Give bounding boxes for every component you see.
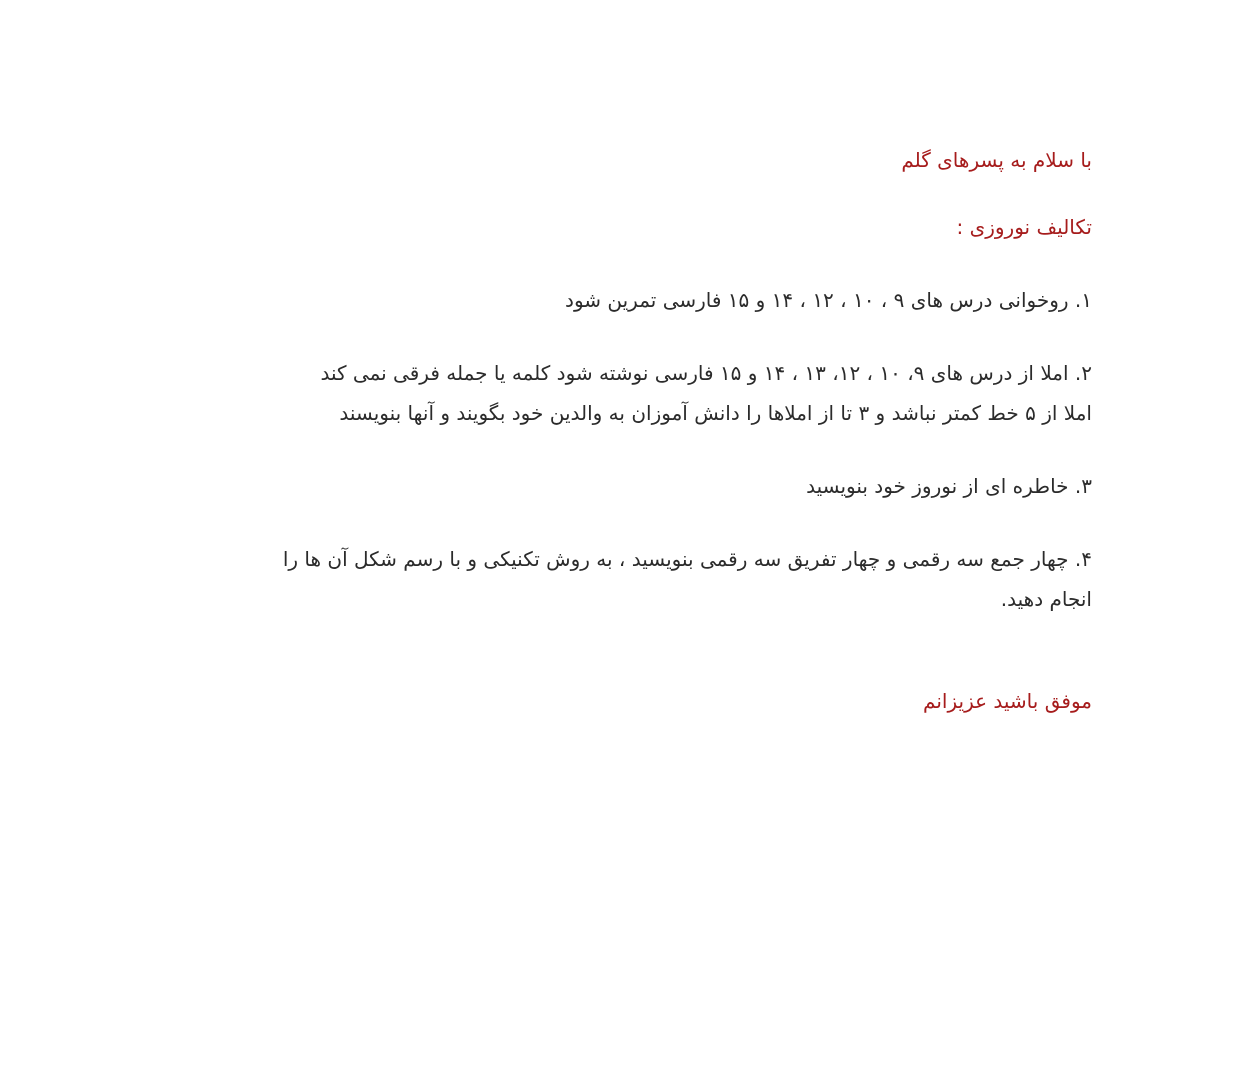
assignment-line: ۲. املا از درس های ۹، ۱۰ ، ۱۲، ۱۳ ، ۱۴ و ۱۵ فارسی نوشته شود کلمه یا جمله فرقی نمی کند	[320, 361, 1092, 385]
assignments-heading: تکالیف نوروزی :	[956, 215, 1092, 239]
greeting-text: با سلام به پسرهای گلم	[901, 148, 1092, 172]
assignment-item-3	[147, 466, 1092, 506]
closing-text: موفق باشید عزیزانم	[923, 689, 1092, 713]
assignment-item-4	[147, 539, 1092, 619]
assignment-item-1	[147, 280, 1092, 320]
assignment-line: ۳. خاطره ای از نوروز خود بنویسید	[806, 474, 1092, 498]
assignment-line: ۴. چهار جمع سه رقمی و چهار تفریق سه رقمی بنویسید ، به روش تکنیکی و با رسم شکل آن ها را	[282, 547, 1092, 571]
assignment-line: ۱. روخوانی درس های ۹ ، ۱۰ ، ۱۲ ، ۱۴ و ۱۵ فارسی تمرین شود	[565, 288, 1092, 312]
assignment-line: املا از ۵ خط کمتر نباشد و ۳ تا از املاها را دانش آموزان به والدین خود بگویند و آنها بنویسند	[339, 401, 1092, 425]
assignment-line: انجام دهید.	[1000, 587, 1092, 611]
assignment-item-2	[147, 353, 1092, 433]
document-body	[147, 140, 1092, 721]
